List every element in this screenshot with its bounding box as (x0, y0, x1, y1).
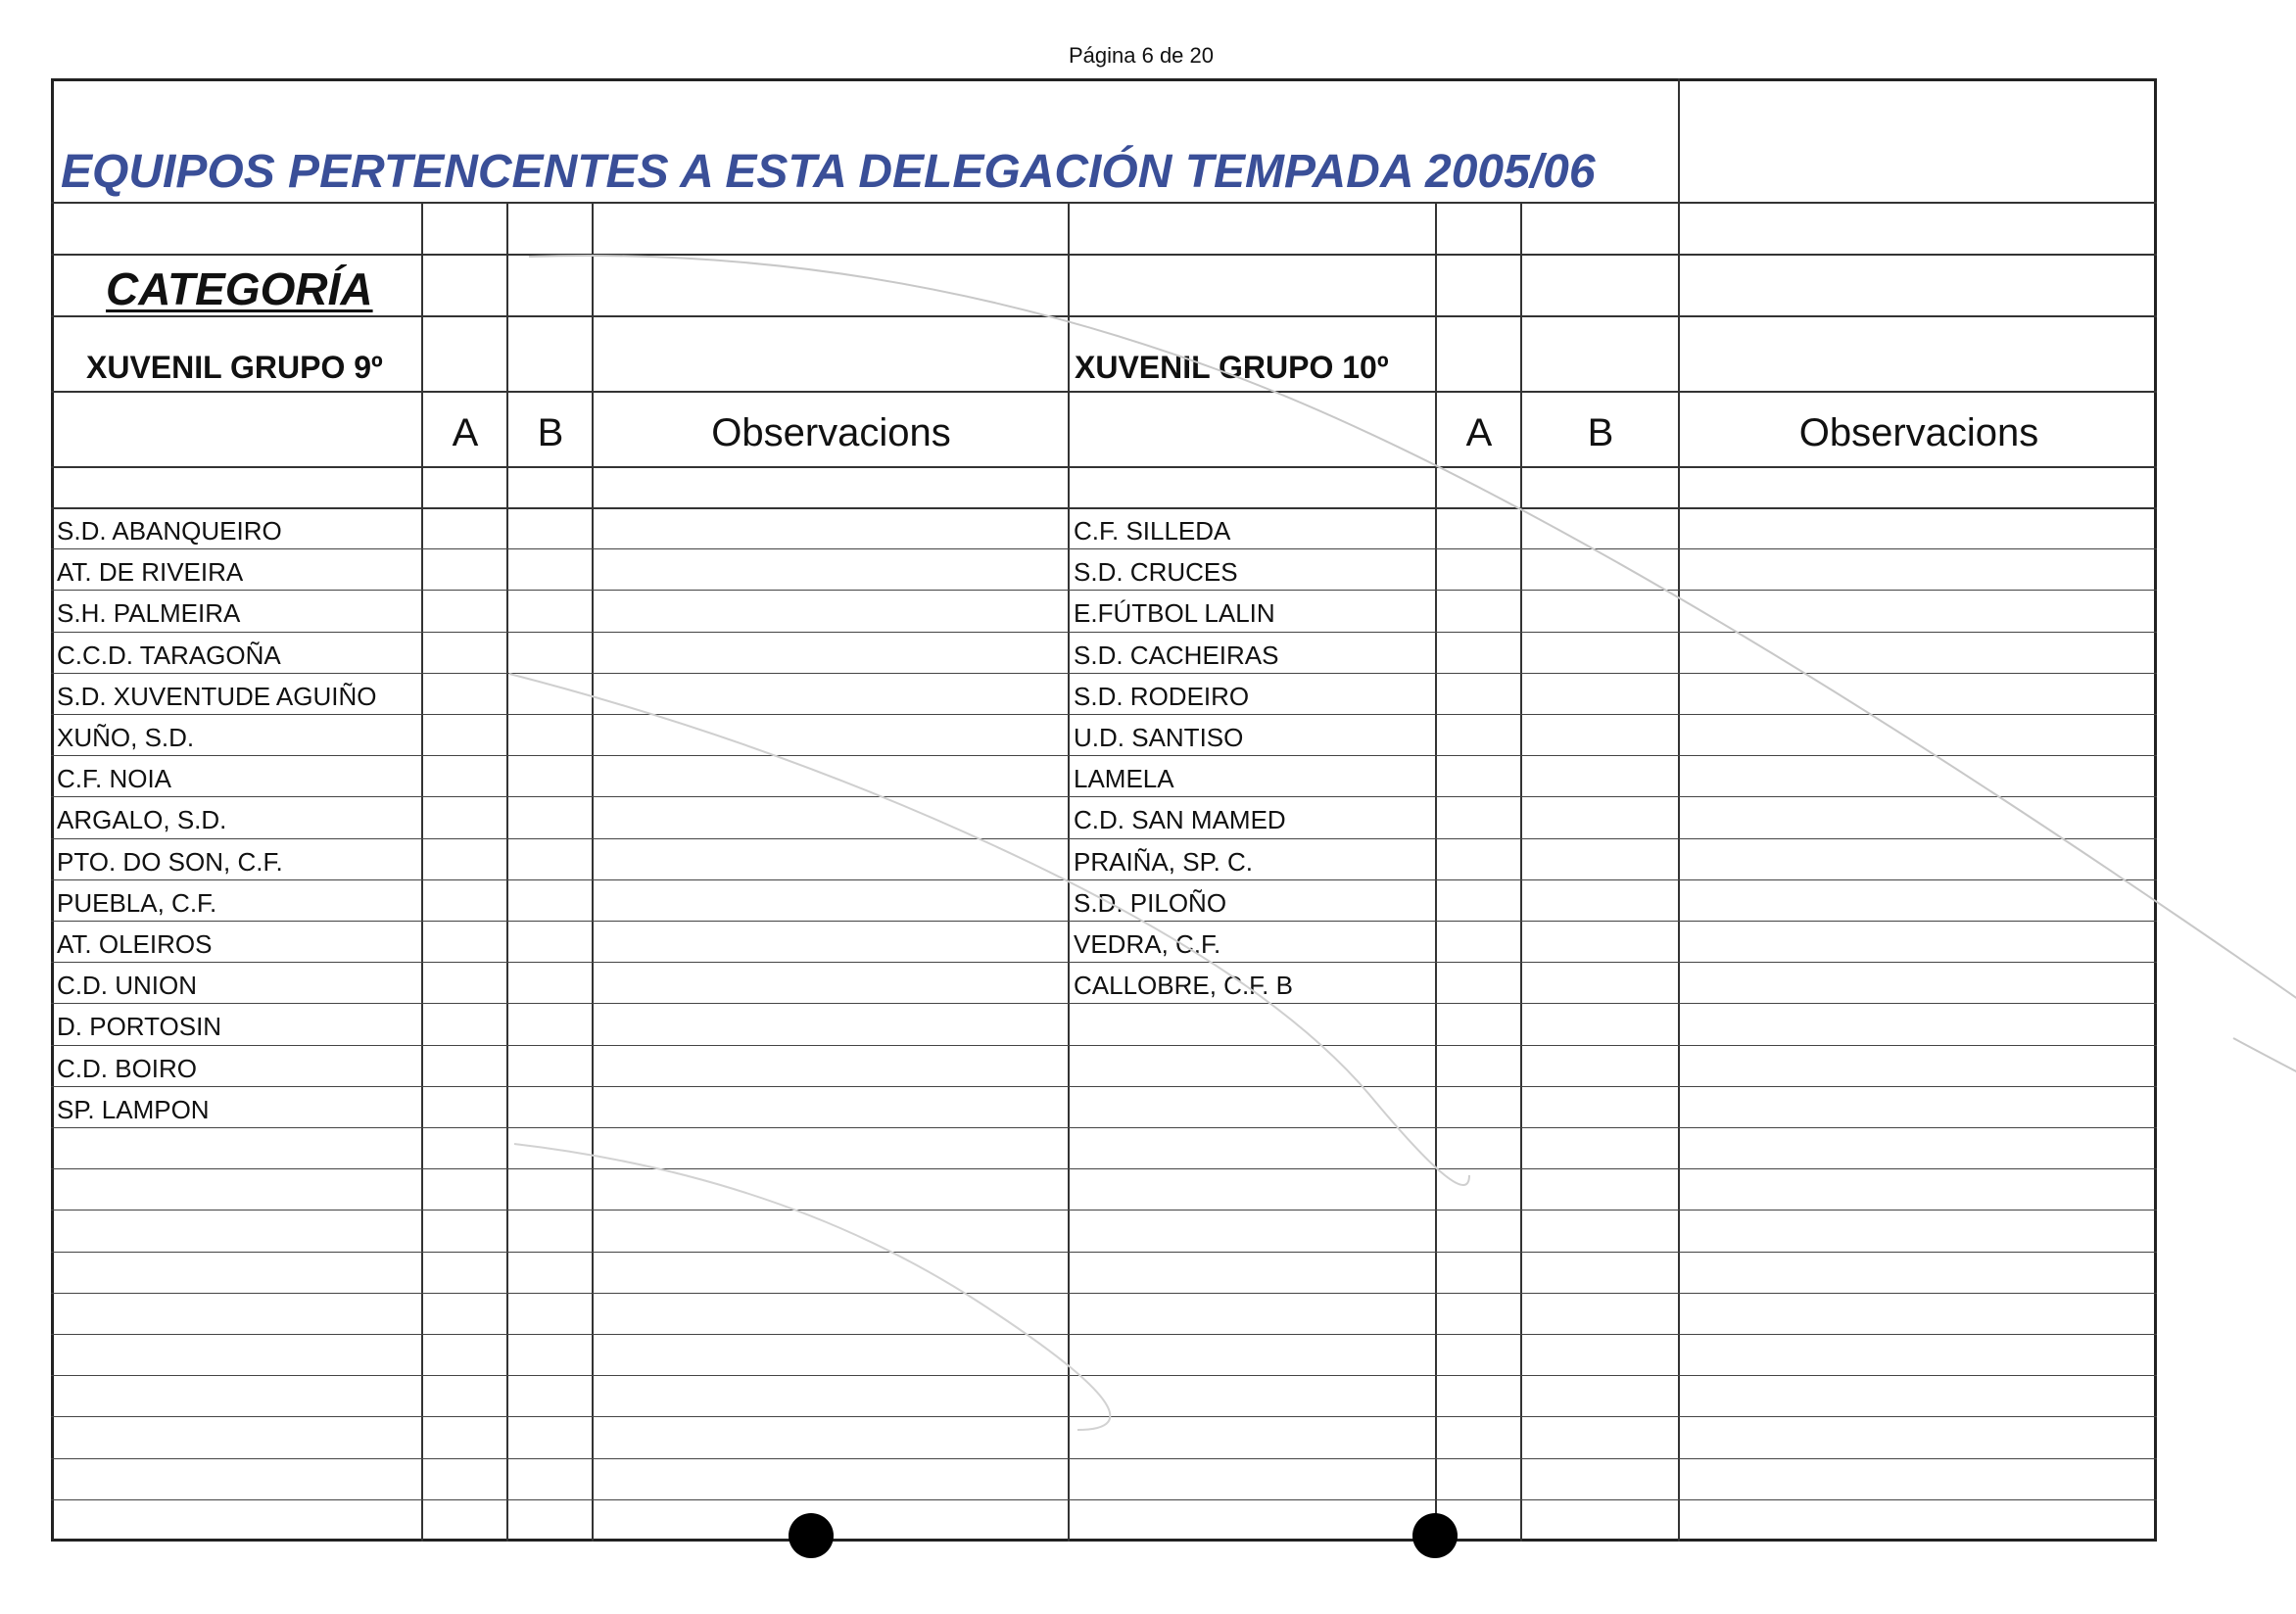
grid-row-line (51, 796, 2157, 797)
left-team-row: C.D. BOIRO (57, 1054, 198, 1083)
grid-row-line (51, 838, 2157, 839)
grid-col-divider (1678, 78, 1680, 1542)
grid-row-line (51, 1416, 2157, 1417)
grid-row-line (51, 714, 2157, 715)
left-team-row: S.H. PALMEIRA (57, 598, 241, 628)
grid-row-line (51, 1458, 2157, 1459)
grid-row-line (51, 466, 2157, 468)
grid-row-line (51, 879, 2157, 880)
right-team-row: CALLOBRE, C.F. B (1074, 971, 1293, 1000)
left-observations-header: Observacions (711, 411, 951, 454)
grid-row-line (51, 1375, 2157, 1376)
grid-row-line (51, 1086, 2157, 1087)
grid-row-line (51, 391, 2157, 393)
left-team-row: PUEBLA, C.F. (57, 888, 217, 918)
left-team-row: AT. DE RIVEIRA (57, 557, 244, 587)
right-team-row: S.D. RODEIRO (1074, 682, 1250, 711)
punch-hole-mark-right (1412, 1513, 1458, 1558)
category-heading: CATEGORÍA (106, 263, 373, 314)
grid-col-divider (592, 202, 594, 1542)
page-number: Página 6 de 20 (1068, 43, 1215, 68)
left-col-b-header: B (537, 411, 564, 454)
left-team-row: S.D. XUVENTUDE AGUIÑO (57, 682, 377, 711)
right-col-a-header: A (1465, 411, 1493, 454)
right-team-row: E.FÚTBOL LALIN (1074, 598, 1275, 628)
grid-row-line (51, 755, 2157, 756)
grid-row-line (51, 507, 2157, 509)
right-group-label: XUVENIL GRUPO 10º (1075, 350, 1389, 385)
left-col-a-header: A (452, 411, 479, 454)
grid-row-line (51, 1168, 2157, 1169)
grid-row-line (51, 1293, 2157, 1294)
right-team-row: C.D. SAN MAMED (1074, 805, 1286, 834)
left-team-row: ARGALO, S.D. (57, 805, 227, 834)
right-observations-header: Observacions (1798, 411, 2039, 454)
grid-col-divider (1068, 202, 1070, 1542)
left-team-row: SP. LAMPON (57, 1095, 210, 1124)
grid-row-line (51, 632, 2157, 633)
grid-row-line (51, 1499, 2157, 1500)
right-team-row: LAMELA (1074, 764, 1174, 793)
grid-row-line (51, 1334, 2157, 1335)
right-team-row: VEDRA, C.F. (1074, 929, 1221, 959)
grid-col-divider (1520, 202, 1522, 1542)
right-team-row: U.D. SANTISO (1074, 723, 1244, 752)
grid-row-line (51, 962, 2157, 963)
grid-col-divider (506, 202, 508, 1542)
left-team-row: C.D. UNION (57, 971, 197, 1000)
left-team-row: PTO. DO SON, C.F. (57, 847, 283, 877)
right-team-row: S.D. CRUCES (1074, 557, 1238, 587)
left-team-row: XUÑO, S.D. (57, 723, 195, 752)
grid-row-line (51, 921, 2157, 922)
page-title: EQUIPOS PERTENCENTES A ESTA DELEGACIÓN TEMPADA 2005/06 (61, 146, 1596, 198)
left-group-label: XUVENIL GRUPO 9º (86, 350, 383, 385)
left-team-row: D. PORTOSIN (57, 1012, 222, 1041)
grid-row-line (51, 673, 2157, 674)
right-team-row: C.F. SILLEDA (1074, 516, 1231, 546)
punch-hole-mark-left (789, 1513, 834, 1558)
grid-row-line (51, 590, 2157, 591)
right-team-row: S.D. PILOÑO (1074, 888, 1227, 918)
grid-row-line (51, 1252, 2157, 1253)
right-team-row: S.D. CACHEIRAS (1074, 641, 1279, 670)
left-team-row: S.D. ABANQUEIRO (57, 516, 282, 546)
right-team-row: PRAIÑA, SP. C. (1074, 847, 1254, 877)
left-team-row: C.F. NOIA (57, 764, 172, 793)
right-col-b-header: B (1587, 411, 1614, 454)
left-team-row: AT. OLEIROS (57, 929, 213, 959)
grid-row-line (51, 202, 2157, 204)
grid-row-line (51, 1045, 2157, 1046)
grid-row-line (51, 254, 2157, 256)
left-team-row: C.C.D. TARAGOÑA (57, 641, 281, 670)
grid-row-line (51, 1127, 2157, 1128)
grid-row-line (51, 1003, 2157, 1004)
grid-row-line (51, 315, 2157, 317)
grid-row-line (51, 548, 2157, 549)
grid-col-divider (421, 202, 423, 1542)
grid-col-divider (1435, 202, 1437, 1542)
